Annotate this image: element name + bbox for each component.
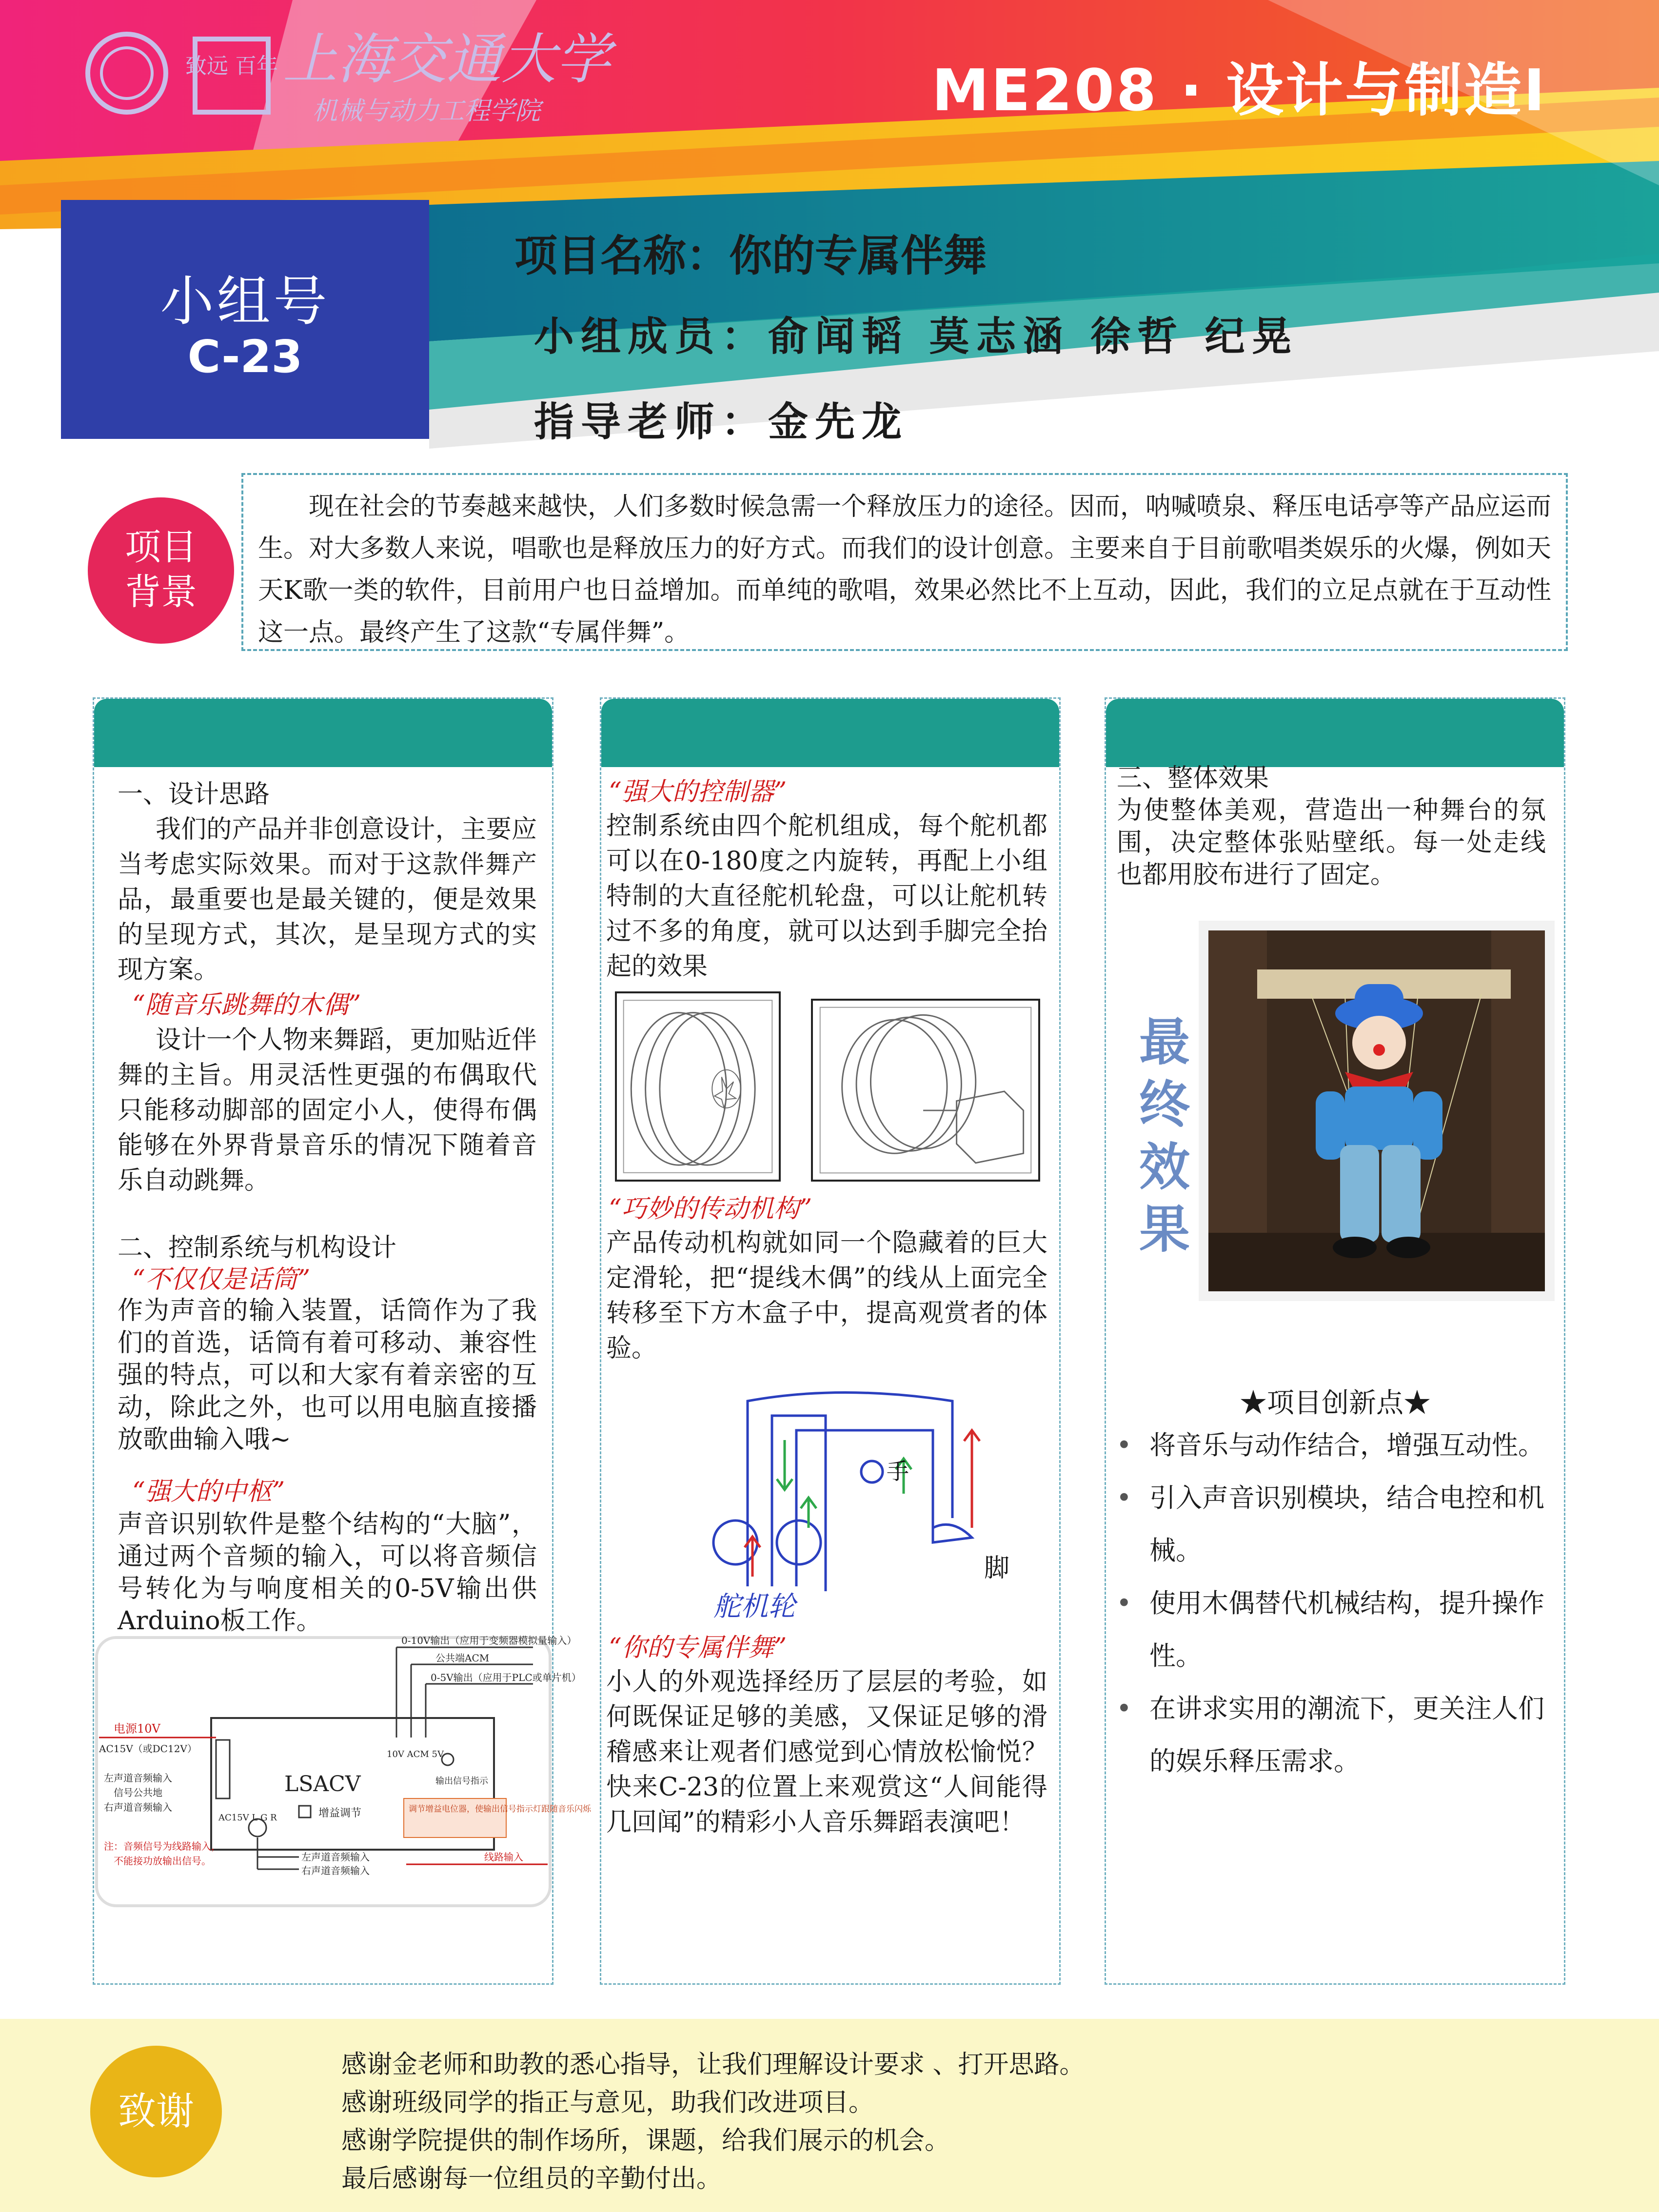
team-members: 小组成员：俞闻韬 莫志涵 徐哲 纪晃 [534,313,1299,360]
final-effect-vertical-label: 最终效果 [1139,1012,1190,1259]
paragraph: 控制系统由四个舵机组成，每个舵机都可以在0-180度之内旋转，再配上小组特制的大直径舵机轮盘，可以让舵机转过不多的角度，就可以达到手脚完全抬起的效果 [606,811,1047,981]
svg-text:致远 百年: 致远 百年 [185,54,278,79]
subheading: “巧妙的传动机构” [609,1194,812,1224]
university-logo [83,20,611,137]
svg-text:线路输入: 线路输入 [484,1851,523,1863]
list-item: • 引入声音识别模块，结合电控和机械。 [1109,1472,1558,1577]
svg-text:LSACV: LSACV [284,1772,361,1797]
svg-text:左声道音频输入: 左声道音频输入 [301,1851,370,1863]
group-label: 小组号 [160,270,330,333]
svg-text:0-10V输出（应用于变频器模拟量输入）: 0-10V输出（应用于变频器模拟量输入） [401,1635,577,1646]
subheading: “不仅仅是话筒” [132,1265,311,1294]
subheading: “强大的控制器” [609,777,787,807]
subheading: “随音乐跳舞的木偶” [132,990,361,1020]
background-text: 现在社会的节奏越来越快，人们多数时候急需一个释放压力的途径。因而，呐喊喷泉、释压电话亭等产品应运而生。对大多数人来说，唱歌也是释放压力的好方式。而我们的设计创意。主要来自于目前歌唱类娱乐的火爆，例如天天K歌一类的软件，目前用户也日益增加。而单纯的歌唱，效果必然比不上互动，因此，我们的立足点就在于互动性这一点。最终产生了这款“专属伴舞”。 [241,473,1568,651]
paragraph: 小人的外观选择经历了层层的考验，如何既保证足够的美感，又保证足够的滑稽感来让观者们感觉到心情放松愉悦？快来C-23的位置上来观赏这“人间能得几回闻”的精彩小人音乐舞蹈表演吧！ [606,1667,1047,1837]
svg-text:0-5V输出（应用于PLC或单片机）: 0-5V输出（应用于PLC或单片机） [431,1672,581,1683]
svg-text:机械与动力工程学院: 机械与动力工程学院 [312,97,541,126]
svg-text:信号公共地: 信号公共地 [114,1787,162,1798]
paragraph: 产品传动机构就如同一个隐藏着的巨大定滑轮，把“提线木偶”的线从上面完全转移至下方木盒子中，提高观赏者的体验。 [606,1228,1047,1363]
svg-text:输出信号指示: 输出信号指示 [435,1776,488,1786]
svg-text:调节增益电位器，使输出信号指示灯跟随音乐闪烁: 调节增益电位器，使输出信号指示灯跟随音乐闪烁 [409,1804,591,1814]
list-item: • 在讲求实用的潮流下，更关注人们的娱乐释压需求。 [1109,1682,1558,1788]
acknowledgement-text: 感谢金老师和助教的悉心指导，让我们理解设计要求 、打开思路。 感谢班级同学的指正与意见，助我们改进项目。 感谢学院提供的制作场所，课题，给我们展示的机会。 最后感谢每一位组员的辛勤付出。 [341,2050,1085,2193]
subheading: “强大的中枢” [132,1477,285,1506]
paragraph: 作为声音的输入装置，话筒作为了我们的首选，话筒有着可移动、兼容性强的特点，可以和大家有着亲密的互动，除此之外，也可以用电脑直接播放歌曲输入哦~ [118,1296,537,1454]
list-item: • 将音乐与动作结合，增强互动性。 [1109,1419,1558,1472]
course-title: ME208 · 设计与制造Ⅰ [931,57,1547,124]
project-name: 项目名称：你的专属伴舞 [514,231,987,281]
svg-text:脚: 脚 [984,1554,1010,1583]
group-number-box [61,200,429,439]
column-mechanism [600,697,1061,1985]
column-header [601,699,1059,767]
thanks-badge: 致谢 [90,2046,222,2177]
svg-text:右声道音频输入: 右声道音频输入 [104,1801,172,1813]
innovation-list [1109,1419,1558,1788]
svg-text:注：音频信号为线路输入，: 注：音频信号为线路输入， [104,1840,221,1852]
list-item: • 使用木偶替代机械结构，提升操作性。 [1109,1577,1558,1682]
section-heading: 三、整体效果 [1117,764,1269,793]
innovation-title: ★项目创新点★ [1240,1387,1431,1419]
svg-text:公共端ACM: 公共端ACM [435,1652,490,1664]
audio-module-schematic [94,1635,591,1908]
servo-wheel-side-drawing [811,999,1040,1182]
background-badge: 项目 背景 [88,497,234,644]
svg-text:AC15V（或DC12V）: AC15V（或DC12V） [99,1743,197,1755]
svg-text:AC15V L G R: AC15V L G R [218,1813,277,1823]
column-header [1106,699,1564,767]
paragraph: 为使整体美观，营造出一种舞台的氛围，决定整体张贴壁纸。每一处走线也都用胶布进行了固定。 [1117,796,1546,889]
puppet-photo [1199,921,1555,1301]
svg-text:右声道音频输入: 右声道音频输入 [301,1865,370,1876]
svg-text:电源10V: 电源10V [114,1722,160,1736]
svg-text:10V ACM 5V: 10V ACM 5V [387,1749,444,1759]
svg-text:舵机轮: 舵机轮 [713,1591,795,1622]
column-result [1105,697,1565,1985]
column-design [93,697,591,1985]
svg-text:左声道音频输入: 左声道音频输入 [104,1772,172,1784]
group-id: C-23 [187,331,303,383]
servo-wheel-drawing [615,991,781,1182]
section-heading: 一、设计思路 [118,780,270,809]
advisor: 指导老师：金先龙 [534,398,909,445]
section-heading: 二、控制系统与机构设计 [118,1233,397,1263]
paragraph: 声音识别软件是整个结构的“大脑”，通过两个音频的输入，可以将音频信号转化为与响度相关的0-5V输出供Arduino板工作。 [118,1510,537,1636]
paragraph: 设计一个人物来舞蹈，更加贴近伴舞的主旨。用灵活性更强的布偶取代只能移动脚部的固定小人，使得布偶能够在外界背景音乐的情况下随着音乐自动跳舞。 [118,1026,537,1195]
column-header [94,699,552,767]
paragraph: 我们的产品并非创意设计，主要应当考虑实际效果。而对于这款伴舞产品，最重要也是最关键的，便是效果的呈现方式，其次，是呈现方式的实现方案。 [118,815,537,985]
svg-text:增益调节: 增益调节 [318,1807,362,1819]
svg-text:不能接功放输出信号。: 不能接功放输出信号。 [114,1855,211,1867]
svg-text:手: 手 [887,1458,909,1484]
svg-text:上海交通大学: 上海交通大学 [283,28,611,91]
pulley-sketch [679,1382,1021,1630]
subheading: “你的专属伴舞” [609,1633,787,1662]
